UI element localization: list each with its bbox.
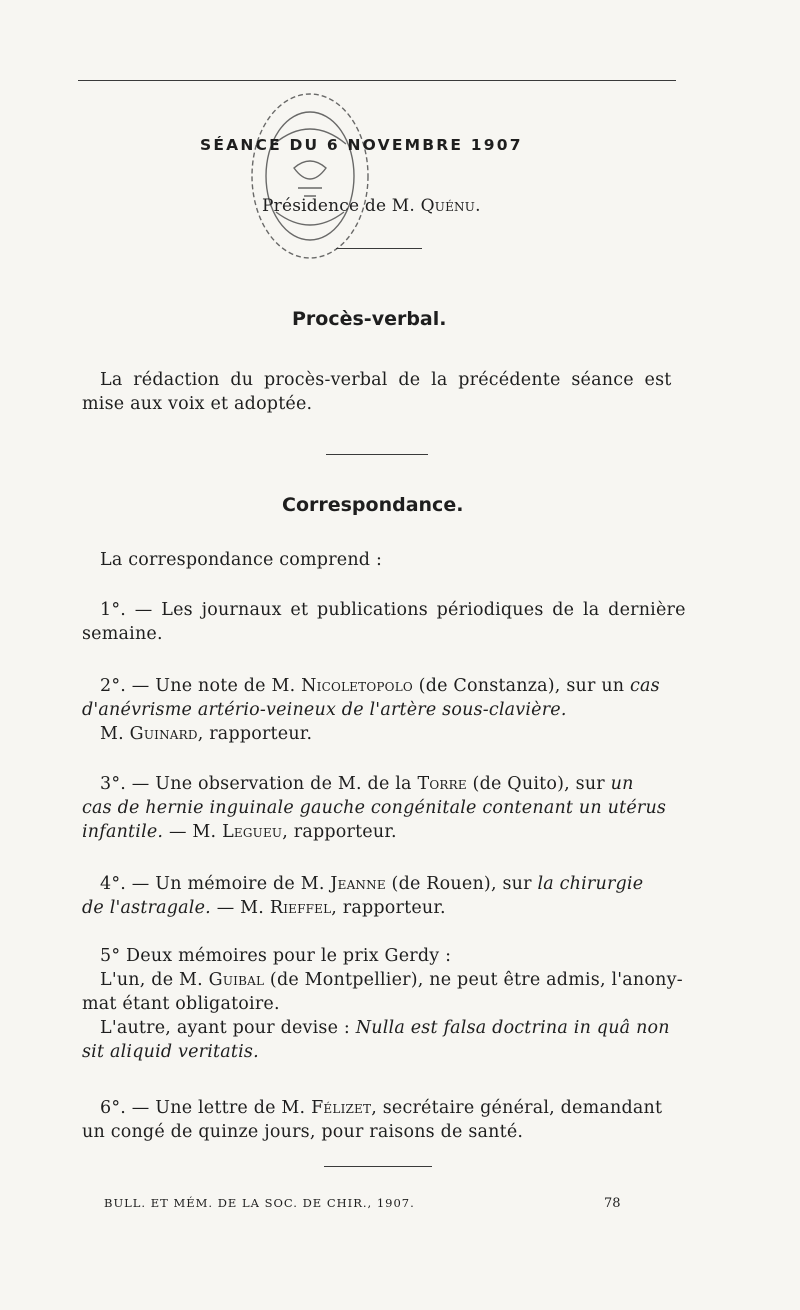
correspondance-intro: La correspondance comprend : — [100, 550, 383, 570]
text-run: , rapporteur. — [331, 898, 446, 918]
presidency-line — [262, 194, 481, 218]
text-run: (de Constanza), sur un — [412, 676, 631, 696]
presidency-rule — [336, 248, 422, 249]
title-text: cas — [630, 676, 660, 696]
text-run: 3°. — Une observation de M. de la — [100, 774, 418, 794]
motto-text: sit aliquid veritatis. — [82, 1042, 259, 1062]
title-text: infantile. — [82, 822, 164, 842]
title-text: la chirurgie — [537, 874, 644, 894]
text-run: — M. — [163, 822, 223, 842]
paragraph-line — [82, 820, 686, 844]
text-run: L'un, de M. — [100, 970, 209, 990]
author-name: Torre — [417, 774, 467, 794]
paragraph-line — [82, 968, 686, 992]
top-rule — [78, 80, 676, 81]
proces-verbal-text — [82, 368, 686, 416]
reporter-name: Rieffel — [269, 898, 332, 918]
paragraph-line — [82, 872, 686, 896]
text-run: (de Montpellier), ne peut être admis, l'anony- — [264, 970, 683, 990]
text-run: , rapporteur. — [197, 724, 313, 744]
footer-journal: BULL. ET MÉM. DE LA SOC. DE CHIR., 1907. — [104, 1196, 415, 1210]
section-heading-correspondance: Correspondance. — [282, 494, 464, 516]
paragraph-line — [82, 674, 686, 698]
title-text: cas de hernie inguinale gauche congénitale contenant un utérus — [82, 798, 667, 818]
text-run: L'autre, ayant pour devise : — [100, 1018, 356, 1038]
text-run: , rapporteur. — [282, 822, 397, 842]
paragraph-line — [82, 896, 686, 920]
presidency-prefix: Présidence de M. — [262, 196, 416, 216]
paragraph-line: semaine. — [82, 624, 163, 644]
text-run: , secrétaire général, demandant — [371, 1098, 663, 1118]
title-text: d'anévrisme artério-veineux de l'artère sous-clavière. — [82, 700, 567, 720]
paragraph-line: un congé de quinze jours, pour raisons de santé. — [82, 1122, 524, 1142]
list-item — [82, 772, 686, 844]
list-item — [82, 674, 686, 746]
title-text: de l'astragale. — [82, 898, 211, 918]
author-name: Nicoletopolo — [301, 676, 413, 696]
president-name: Quénu. — [420, 196, 481, 216]
paragraph-line — [82, 1096, 686, 1120]
text-run: 4°. — Un mémoire de M. — [100, 874, 331, 894]
author-name: Jeanne — [330, 874, 386, 894]
paragraph-line — [82, 722, 686, 746]
section-divider — [326, 454, 428, 455]
text-run: (de Rouen), sur — [385, 874, 538, 894]
text-run: M. — [100, 724, 130, 744]
section-heading-proces-verbal: Procès-verbal. — [292, 308, 447, 330]
paragraph-line — [82, 1016, 686, 1040]
footer-divider — [324, 1166, 432, 1167]
list-item — [82, 872, 686, 920]
text-run: 2°. — Une note de M. — [100, 676, 302, 696]
library-stamp-icon — [244, 84, 376, 262]
paragraph-line: 1°. — Les journaux et publications périodiques de la dernière — [100, 600, 686, 620]
title-text: un — [610, 774, 634, 794]
reporter-name: Guinard — [129, 724, 198, 744]
motto-text: Nulla est falsa doctrina in quâ non — [355, 1018, 670, 1038]
text-run: — M. — [210, 898, 270, 918]
paragraph-line: La rédaction du procès-verbal de la précédente séance est — [100, 370, 672, 390]
paragraph-line: mise aux voix et adoptée. — [82, 394, 313, 414]
session-title: SÉANCE DU 6 NOVEMBRE 1907 — [200, 136, 523, 154]
reporter-name: Legueu — [222, 822, 283, 842]
text-run: (de Quito), sur — [466, 774, 611, 794]
list-item — [82, 1096, 686, 1144]
paragraph-line: 5° Deux mémoires pour le prix Gerdy : — [100, 946, 452, 966]
page-number: 78 — [604, 1196, 621, 1211]
author-name: Félizet — [311, 1098, 372, 1118]
author-name: Guibal — [208, 970, 265, 990]
paragraph-line: mat étant obligatoire. — [82, 994, 280, 1014]
list-item — [82, 944, 686, 1064]
list-item — [82, 598, 686, 646]
paragraph-line — [82, 772, 686, 796]
text-run: 6°. — Une lettre de M. — [100, 1098, 312, 1118]
